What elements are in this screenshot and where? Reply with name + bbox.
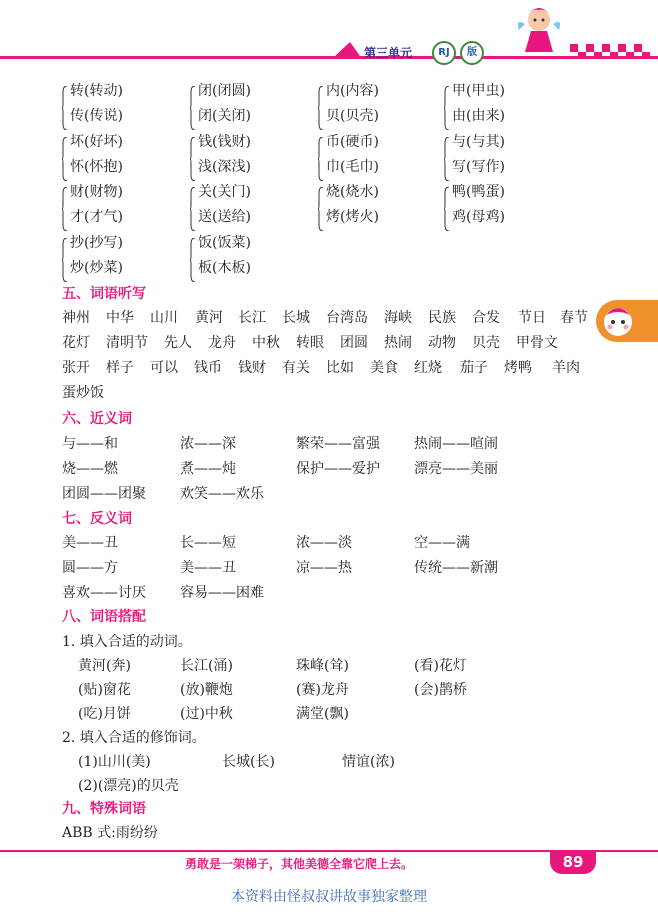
synonym-pair: 繁荣——富强 [296,436,380,452]
pair-word: 送(送给) [198,209,251,225]
pair-word: 贝(贝壳) [326,108,379,124]
pair-word: 鸭(鸭蛋) [452,184,505,200]
question-text: 2. 填入合适的修饰词。 [62,730,206,746]
dictation-word: 张开 [62,360,90,376]
pair-word: 关(关门) [198,184,251,200]
pair-word: 币(硬币) [326,134,379,150]
antonym-pair: 容易——困难 [180,585,264,601]
pair-word: 由(由来) [452,108,505,124]
pair-word: 闭(关闭) [198,108,251,124]
page-header [0,0,658,70]
dictation-word: 长城 [282,310,310,326]
answer-item: (会)鹊桥 [414,682,467,698]
answer-item: (贴)窗花 [78,682,131,698]
dictation-word: 转眼 [296,335,324,351]
pair-word: 饭(饭菜) [198,235,251,251]
dictation-word: 动物 [428,335,456,351]
answer-item: 长城(长) [222,754,275,770]
section-title-synonyms: 六、近义词 [62,411,132,427]
pair-word: 烤(烤火) [326,209,379,225]
dictation-word: 甲骨文 [516,335,558,351]
dictation-word: 贝壳 [472,335,500,351]
dictation-word: 台湾岛 [326,310,368,326]
dictation-word: 美食 [370,360,398,376]
dictation-word: 山川 [150,310,178,326]
pair-word: 财(财物) [70,184,123,200]
synonym-pair: 欢笑——欢乐 [180,486,264,502]
pair-word: 炒(炒菜) [70,260,123,276]
answer-item: (过)中秋 [180,706,233,722]
antonym-pair: 喜欢——讨厌 [62,585,146,601]
antonym-pair: 浓——淡 [296,535,352,551]
pair-word: 转(转动) [70,83,123,99]
synonym-pair: 保护——爱护 [296,461,380,477]
dictation-word: 茄子 [460,360,488,376]
question-text: 1. 填入合适的动词。 [62,634,192,650]
antonym-pair: 美——丑 [180,560,236,576]
pair-word: 内(内容) [326,83,379,99]
dictation-word: 春节 [560,310,588,326]
synonym-pair: 漂亮——美丽 [414,461,498,477]
pair-word: 钱(钱财) [198,134,251,150]
answer-item: (看)花灯 [414,658,467,674]
dictation-word: 有关 [282,360,310,376]
antonym-pair: 长——短 [180,535,236,551]
pair-word: 板(木板) [198,260,251,276]
pair-word: 巾(毛巾) [326,159,379,175]
pair-word: 写(写作) [452,159,505,175]
fairy-mascot-icon [515,0,563,60]
dictation-word: 样子 [106,360,134,376]
pair-word: 烧(烧水) [326,184,379,200]
answer-item: (2)(漂亮)的贝壳 [78,778,179,794]
answer-item: 满堂(飘) [296,706,349,722]
pair-word: 坏(好坏) [70,134,123,150]
dictation-word: 中华 [106,310,134,326]
pair-word: 怀(怀抱) [70,159,123,175]
answer-item: (1)山川(美) [78,754,151,770]
dictation-word: 红烧 [414,360,442,376]
dictation-word: 热闹 [384,335,412,351]
unit-title: 第三单元 [364,46,413,60]
section-title-dictation: 五、词语听写 [62,286,146,302]
section-title-collocation: 八、词语搭配 [62,609,146,625]
dictation-word: 海峡 [384,310,412,326]
dictation-word: 先人 [164,335,192,351]
pair-word: 鸡(母鸡) [452,209,505,225]
antonym-pair: 凉——热 [296,560,352,576]
rj-badge: RJ [432,41,456,65]
antonym-pair: 圆——方 [62,560,118,576]
dictation-word: 神州 [62,310,90,326]
antonym-pair: 美——丑 [62,535,118,551]
edition-badge: 版 [460,41,484,65]
pair-word: 与(与其) [452,134,505,150]
dictation-word: 羊肉 [552,360,580,376]
pair-word: 浅(深浅) [198,159,251,175]
mascot-face-icon [600,303,636,339]
credit-line: 本资料由怪叔叔讲故事独家整理 [231,889,427,905]
dictation-word: 龙舟 [208,335,236,351]
dictation-word: 中秋 [252,335,280,351]
dictation-word: 钱财 [238,360,266,376]
page-number: 89 [550,850,596,874]
special-word: ABB 式:雨纷纷 [62,825,158,841]
section-title-antonyms: 七、反义词 [62,511,132,527]
pair-word: 甲(甲虫) [452,83,505,99]
answer-item: (吃)月饼 [78,706,131,722]
section-title-special: 九、特殊词语 [62,801,146,817]
dictation-word: 比如 [326,360,354,376]
pair-word: 闭(闭圆) [198,83,251,99]
dictation-word: 合发 [472,310,500,326]
pair-word: 传(传说) [70,108,123,124]
pair-word: 才(才气) [70,209,123,225]
answer-item: (放)鞭炮 [180,682,233,698]
dictation-word: 花灯 [62,335,90,351]
dictation-word: 清明节 [106,335,148,351]
antonym-pair: 传统——新潮 [414,560,498,576]
dictation-word: 烤鸭 [504,360,532,376]
dictation-word: 可以 [150,360,178,376]
answer-item: 珠峰(耸) [296,658,349,674]
answer-item: (赛)龙舟 [296,682,349,698]
dictation-word: 节日 [518,310,546,326]
dictation-word: 蛋炒饭 [62,385,104,401]
dictation-word: 黄河 [195,310,223,326]
pair-word: 抄(抄写) [70,235,123,251]
synonym-pair: 煮——炖 [180,461,236,477]
antonym-pair: 空——满 [414,535,470,551]
dictation-word: 民族 [428,310,456,326]
synonym-pair: 与——和 [62,436,118,452]
synonym-pair: 浓——深 [180,436,236,452]
synonym-pair: 热闹——喧闹 [414,436,498,452]
answer-item: 黄河(奔) [78,658,131,674]
synonym-pair: 团圆——团聚 [62,486,146,502]
dictation-word: 长江 [238,310,266,326]
answer-item: 长江(涌) [180,658,233,674]
answer-item: 情谊(浓) [342,754,395,770]
dictation-word: 钱币 [194,360,222,376]
dictation-word: 团圆 [340,335,368,351]
footer-motto: 勇敢是一架梯子，其他美德全靠它爬上去。 [185,857,414,871]
synonym-pair: 烧——燃 [62,461,118,477]
